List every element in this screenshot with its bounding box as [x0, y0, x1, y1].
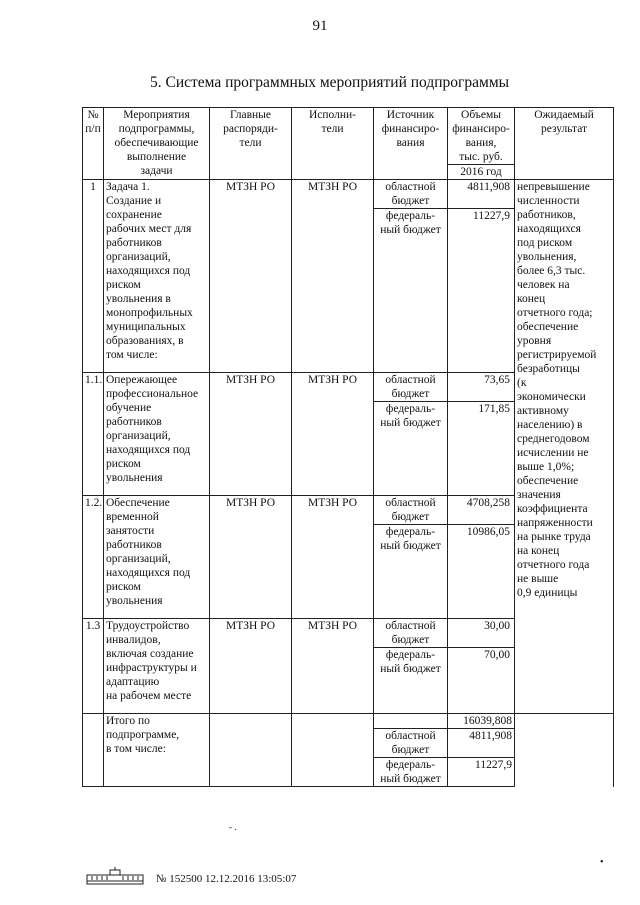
header-volumes: Объемы финансиро- вания, тыс. руб. [448, 108, 515, 165]
row-executor: МТЗН РО [292, 180, 374, 373]
table-header-row [83, 108, 614, 165]
row-volume [448, 619, 515, 714]
total-volume-federal: 11227,9 [448, 758, 515, 787]
row-manager: МТЗН РО [210, 180, 292, 373]
header-result: Ожидаемый результат [515, 108, 614, 180]
stray-mark: - . [229, 822, 237, 832]
row-source [374, 373, 448, 496]
source-federal: федераль- ный бюджет [374, 401, 447, 430]
total-source-regional: областной бюджет [374, 729, 448, 758]
total-value: 16039,808 [448, 714, 515, 729]
volume-federal: 10986,05 [448, 524, 514, 539]
source-regional: областной бюджет [385, 497, 436, 523]
total-source-federal: федераль- ный бюджет [374, 758, 448, 787]
volume-regional: 4708,258 [466, 497, 510, 509]
row-measure: Опережающее профессиональное обучение работников организаций, находящихся под риском увольнения [104, 373, 210, 496]
header-source: Источник финансиро- вания [374, 108, 448, 180]
footer [86, 867, 296, 885]
volume-federal: 70,00 [448, 647, 514, 662]
row-source [374, 180, 448, 373]
header-measures: Мероприятия подпрограммы, обеспечивающие выполнение задачи [104, 108, 210, 180]
header-executors: Исполни- тели [292, 108, 374, 180]
row-manager: МТЗН РО [210, 619, 292, 714]
row-volume [448, 180, 515, 373]
measures-table [82, 107, 614, 787]
row-executor: МТЗН РО [292, 496, 374, 619]
row-num: 1.3 [83, 619, 104, 714]
volume-regional: 73,65 [484, 374, 510, 386]
page-number: 91 [312, 18, 328, 34]
total-row [83, 714, 614, 729]
row-volume [448, 373, 515, 496]
row-measure: Задача 1. Создание и сохранение рабочих мест для работников организаций, находящихся под риском увольнения в монопрофильных муниципальных образованиях, в том числе: [104, 180, 210, 373]
total-volume-regional: 4811,908 [448, 729, 515, 758]
header-managers: Главные распоряди- тели [210, 108, 292, 180]
row-executor: МТЗН РО [292, 619, 374, 714]
volume-regional: 4811,908 [467, 181, 510, 193]
volume-federal: 171,85 [448, 401, 514, 416]
volume-regional: 30,00 [484, 620, 510, 632]
header-num: № п/п [83, 108, 104, 180]
row-num: 1 [83, 180, 104, 373]
source-regional: областной бюджет [385, 374, 436, 400]
section-title: 5. Система программных мероприятий подпрограммы [150, 74, 510, 91]
source-regional: областной бюджет [385, 181, 436, 207]
header-year: 2016 год [448, 165, 515, 180]
building-logo-icon [86, 867, 144, 885]
source-federal: федераль- ный бюджет [374, 647, 447, 676]
expected-result: непревышение численности работников, находящихся под риском увольнения, более 6,3 тыс. человек на конец отчетного года; обеспечение уровня регистрируемой безработицы (к экономически активному населению) в среднегодовом исчислении не выше 1,0%; обеспечение значения коэффициента напряженности на рынке труда на конец отчетного года не выше 0,9 единицы [515, 180, 614, 714]
row-executor: МТЗН РО [292, 373, 374, 496]
registration-stamp: № 152500 12.12.2016 13:05:07 [156, 873, 297, 885]
row-measure: Трудоустройство инвалидов, включая создание инфраструктуры и адаптацию на рабочем месте [104, 619, 210, 714]
row-source [374, 496, 448, 619]
source-federal: федераль- ный бюджет [374, 524, 447, 553]
row-volume [448, 496, 515, 619]
row-source [374, 619, 448, 714]
row-num: 1.2. [83, 496, 104, 619]
row-manager: МТЗН РО [210, 496, 292, 619]
row-num: 1.1. [83, 373, 104, 496]
table-row [83, 180, 614, 373]
row-measure: Обеспечение временной занятости работников организаций, находящихся под риском увольнения [104, 496, 210, 619]
source-federal: федераль- ный бюджет [374, 208, 447, 237]
volume-federal: 11227,9 [448, 208, 514, 223]
source-regional: областной бюджет [385, 620, 436, 646]
total-label: Итого по подпрограмме, в том числе: [104, 714, 210, 787]
page-dot: • [600, 857, 604, 868]
row-manager: МТЗН РО [210, 373, 292, 496]
